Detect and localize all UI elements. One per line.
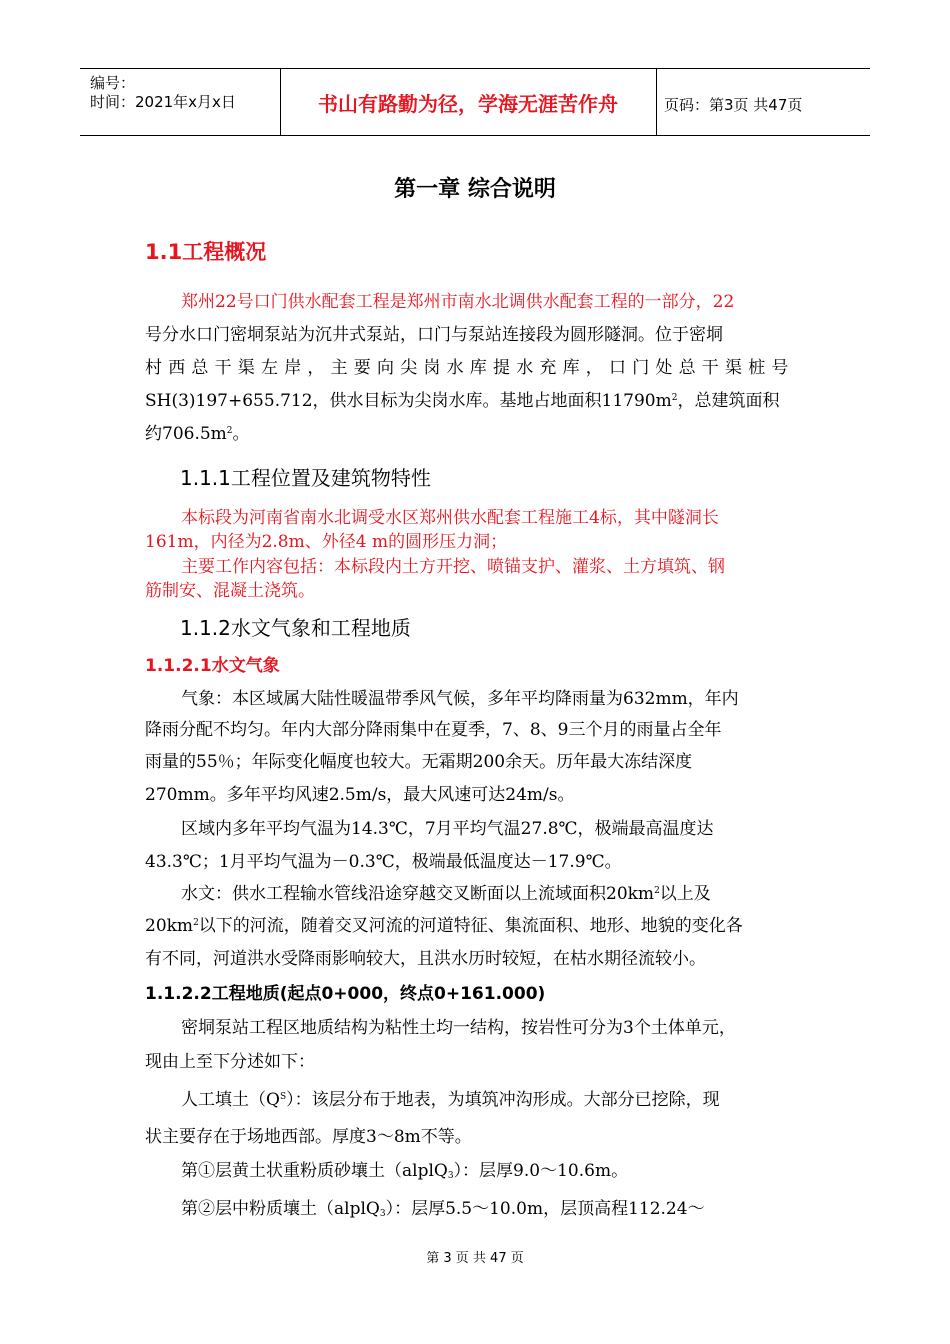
para-line: 有不同，河道洪水受降雨影响较大，且洪水历时较短，在枯水期径流较小。 xyxy=(145,949,706,969)
para-line: 气象：本区域属大陆性暖温带季风气候，多年平均降雨量为632mm，年内 xyxy=(181,689,739,709)
header-bottom-rule xyxy=(80,135,870,136)
para-line: 号分水口门密垌泵站为沉井式泵站，口门与泵站连接段为圆形隧洞。位于密垌 xyxy=(145,325,723,345)
para-line: 水文：供水工程输水管线沿途穿越交叉断面以上流域面积$20km^2$以上及 xyxy=(181,884,711,904)
para-line: 密垌泵站工程区地质结构为粘性土均一结构，按岩性可分为3个土体单元， xyxy=(181,1018,736,1038)
para-line: 郑州22号口门供水配套工程是郑州市南水北调供水配套工程的一部分，22 xyxy=(181,292,735,312)
page-label: 页码：第3页 共47页 xyxy=(664,96,803,114)
section-heading-1-1-2-1: 1.1.2.1水文气象 xyxy=(145,656,280,676)
header-divider-right xyxy=(656,68,657,135)
section-heading-1-1-2-2: 1.1.2.2工程地质(起点0+000，终点0+161.000) xyxy=(145,984,546,1004)
header-motto: 书山有路勤为径，学海无涯苦作舟 xyxy=(318,92,618,116)
para-line: 雨量的55％；年际变化幅度也较大。无霜期200余天。历年最大冻结深度 xyxy=(145,752,693,772)
section-heading-1-1: 1.1工程概况 xyxy=(145,240,267,264)
para-line: 本标段为河南省南水北调受水区郑州供水配套工程施工4标，其中隧洞长 xyxy=(181,508,719,528)
header-divider-left xyxy=(280,68,281,135)
para-line: 43.3℃；1月平均气温为－0.3℃，极端最低温度达－17.9℃。 xyxy=(145,852,622,872)
para-line: $20km^2$以下的河流，随着交叉河流的河道特征、集流面积、地形、地貌的变化各 xyxy=(145,916,743,936)
para-line: 村西总干渠左岸，主要向尖岗水库提水充库，口门处总干渠桩号 xyxy=(145,358,795,378)
section-heading-1-1-2: 1.1.2水文气象和工程地质 xyxy=(180,616,411,640)
para-line: 人工填土$(Q^S)$：该层分布于地表，为填筑冲沟形成。大部分已挖除，现 xyxy=(181,1090,720,1110)
para-line: 主要工作内容包括：本标段内土方开挖、喷锚支护、灌浆、土方填筑、钢 xyxy=(181,557,725,577)
para-line: 第②层中粉质壤土（alplQ$_3$）：层厚5.5～10.0m，层顶高程112.24～ xyxy=(181,1199,705,1219)
para-line: 区域内多年平均气温为14.3℃，7月平均气温27.8℃，极端最高温度达 xyxy=(181,819,714,839)
chapter-title: 第一章 综合说明 xyxy=(394,177,556,202)
time-label: 时间：2021年x月x日 xyxy=(90,93,236,111)
para-line: 第①层黄土状重粉质砂壤土（alplQ$_3$）：层厚9.0～10.6m。 xyxy=(181,1161,629,1181)
header-top-rule xyxy=(80,68,870,69)
para-line: 270mm。多年平均风速2.5m/s，最大风速可达24m/s。 xyxy=(145,785,575,805)
para-line: 约$706.5m^2$。 xyxy=(145,424,250,444)
para-line: 降雨分配不均匀。年内大部分降雨集中在夏季，7、8、9三个月的雨量占全年 xyxy=(145,720,722,740)
para-line: 状主要存在于场地西部。厚度3～8m不等。 xyxy=(145,1127,472,1147)
serial-label: 编号： xyxy=(90,74,136,92)
para-line: 筋制安、混凝土浇筑。 xyxy=(145,581,315,601)
para-line: 现由上至下分述如下： xyxy=(145,1052,315,1072)
para-line: 161m，内径为2.8m、外径4 m的圆形压力洞； xyxy=(145,532,508,552)
section-heading-1-1-1: 1.1.1工程位置及建筑物特性 xyxy=(180,466,431,490)
page-footer: 第 3 页 共 47 页 xyxy=(426,1251,524,1266)
para-line: SH(3)197+655.712，供水目标为尖岗水库。基地占地面积$11790m^2$，总建筑面积 xyxy=(145,391,780,411)
